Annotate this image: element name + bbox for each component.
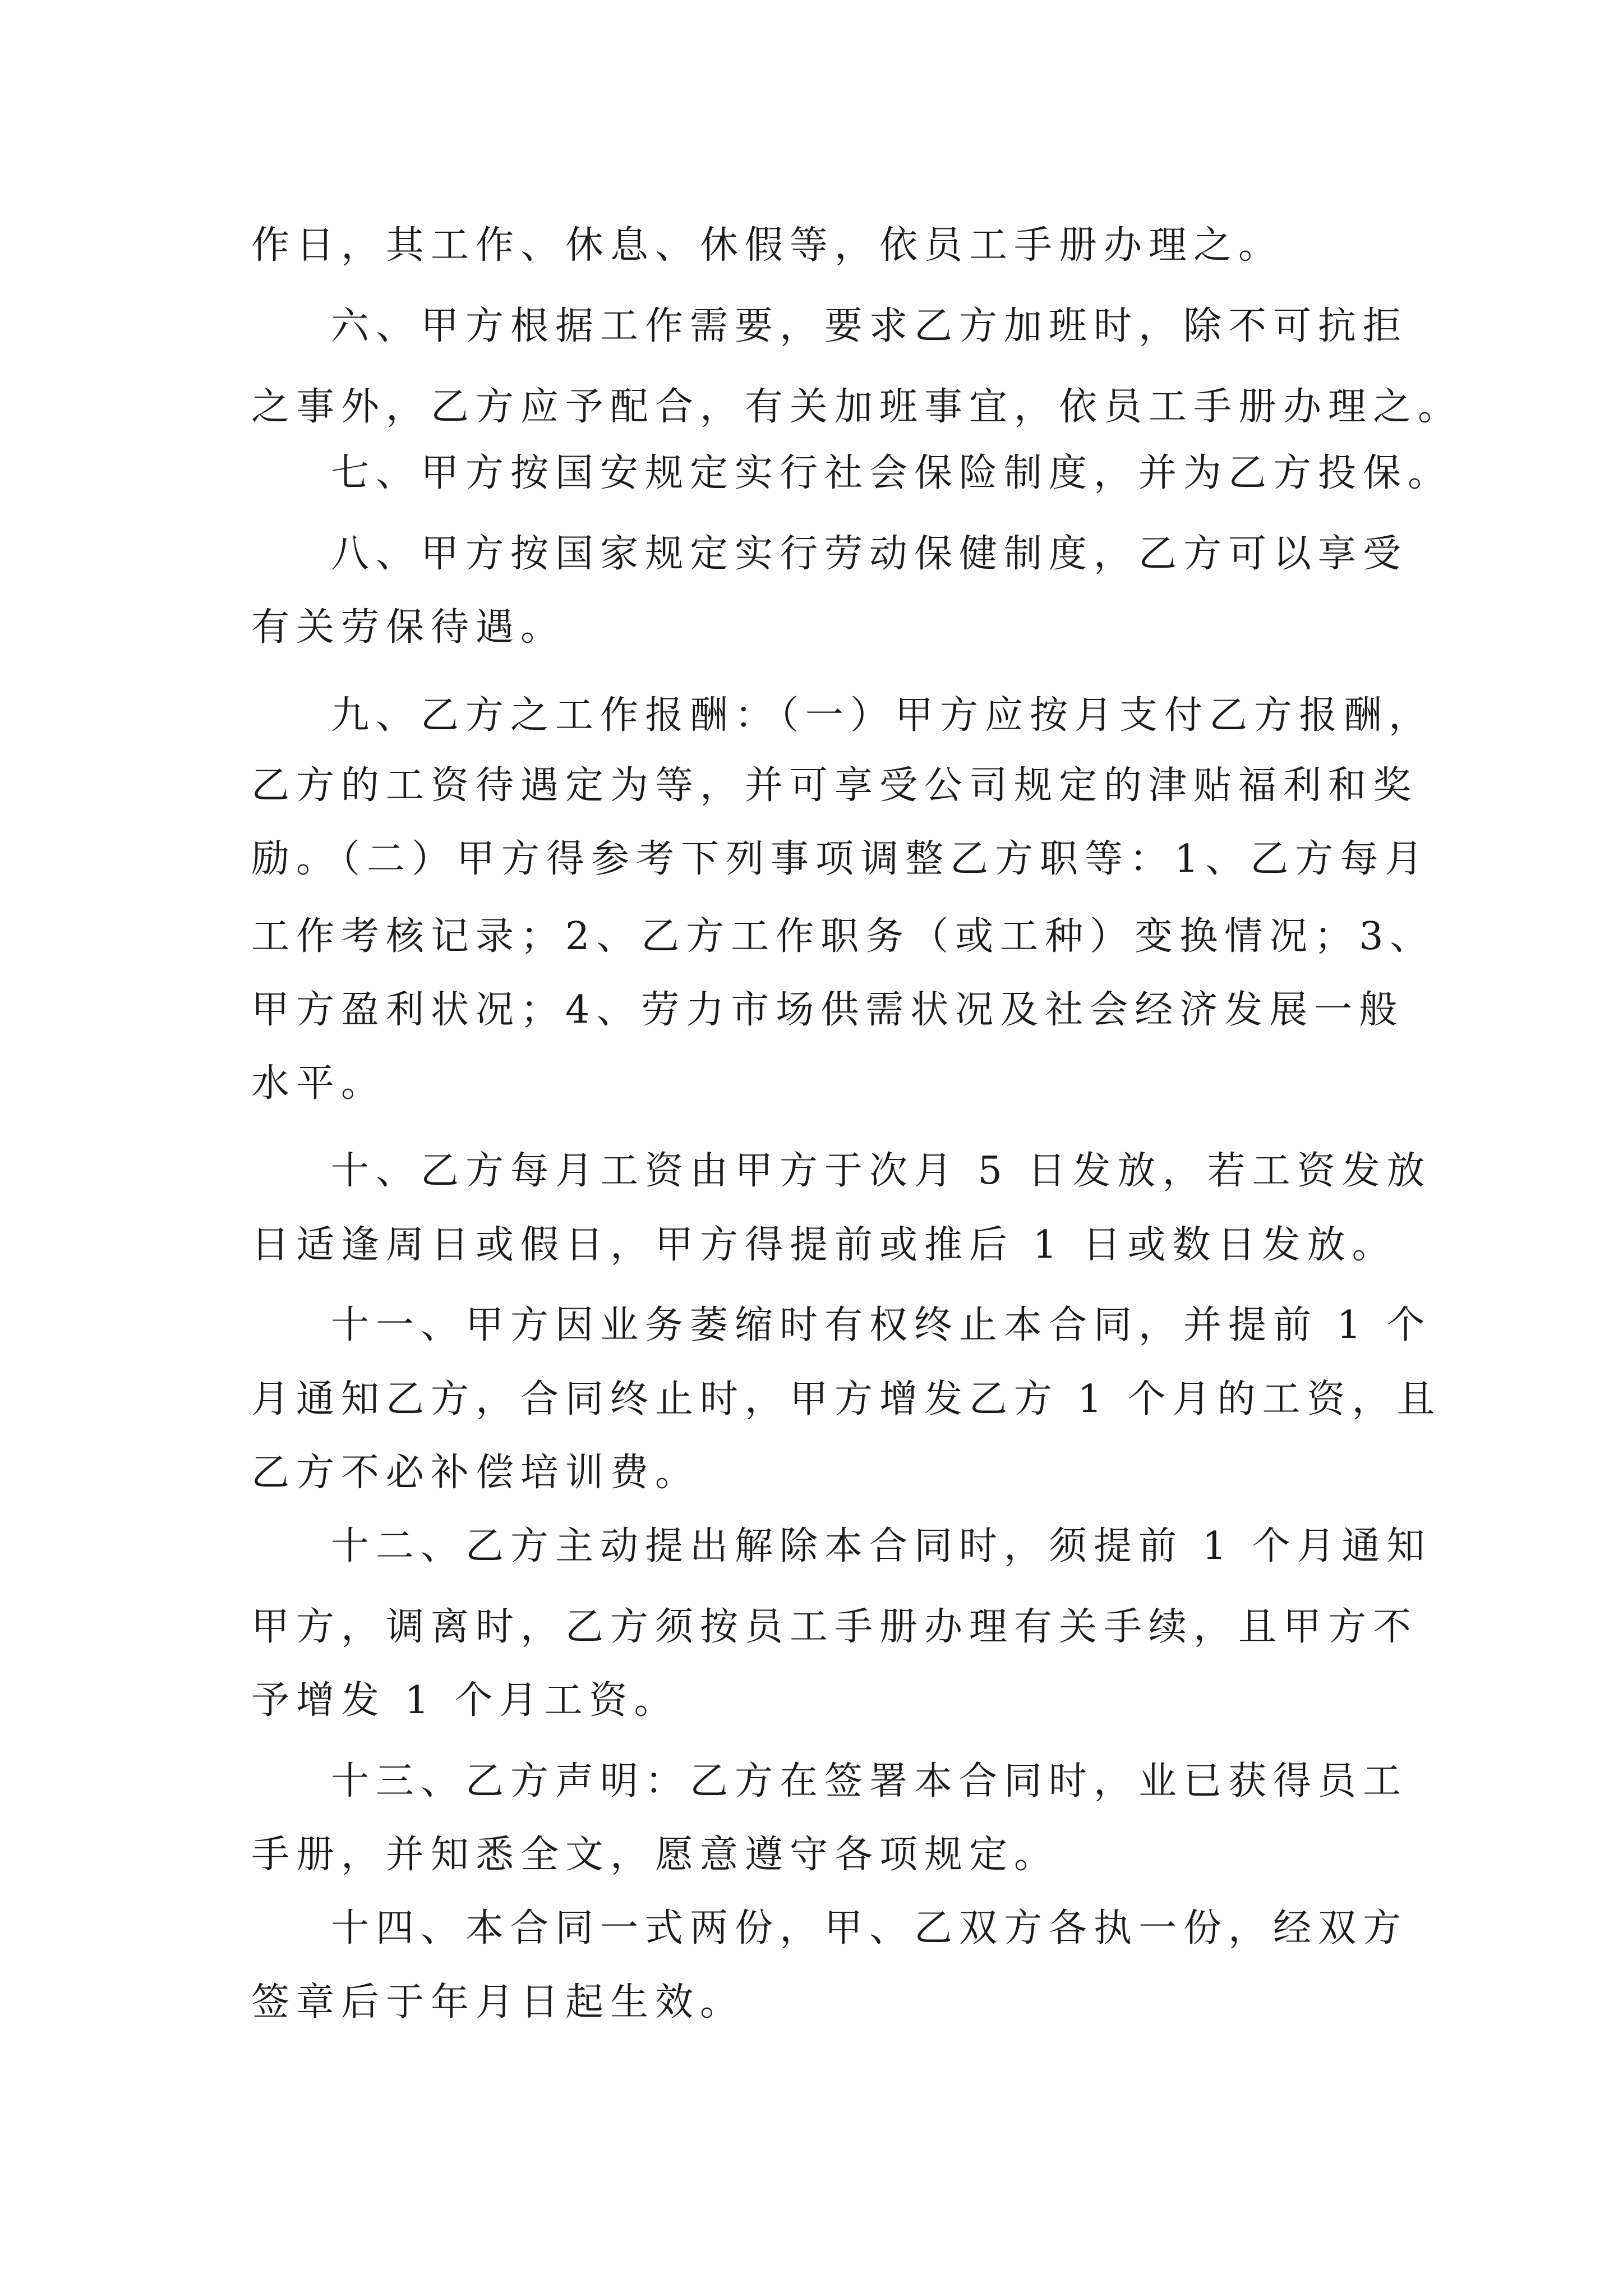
text-line: 十二、乙方主动提出解除本合同时，须提前 1 个月通知 (331, 1524, 1432, 1568)
text-line: 十、乙方每月工资由甲方于次月 5 日发放，若工资发放 (331, 1149, 1432, 1193)
text-line: 予增发 1 个月工资。 (251, 1678, 679, 1723)
text-line: 工作考核记录；2、乙方工作职务（或工种）变换情况；3、 (251, 914, 1435, 959)
text-line: 六、甲方根据工作需要，要求乙方加班时，除不可抗拒 (331, 304, 1408, 348)
text-line: 甲方，调离时，乙方须按员工手册办理有关手续，且甲方不 (251, 1605, 1418, 1649)
text-line: 励。（二）甲方得参考下列事项调整乙方职等：1、乙方每月 (251, 837, 1430, 881)
text-line: 之事外，乙方应予配合，有关加班事宜，依员工手册办理之。 (251, 385, 1463, 429)
text-line: 有关劳保待遇。 (251, 605, 566, 650)
text-line: 月通知乙方，合同终止时，甲方增发乙方 1 个月的工资，且 (251, 1377, 1442, 1421)
text-line: 乙方不必补偿培训费。 (251, 1451, 700, 1495)
text-line: 日适逢周日或假日，甲方得提前或推后 1 日或数日发放。 (251, 1223, 1397, 1267)
text-line: 甲方盈利状况；4、劳力市场供需状况及社会经济发展一般 (251, 988, 1404, 1032)
text-line: 十一、甲方因业务萎缩时有权终止本合同，并提前 1 个 (331, 1303, 1432, 1347)
text-line: 水平。 (251, 1061, 386, 1106)
text-line: 九、乙方之工作报酬：（一）甲方应按月支付乙方报酬， (331, 693, 1434, 738)
text-line: 十四、本合同一式两份，甲、乙双方各执一份，经双方 (331, 1906, 1408, 1950)
text-line: 手册，并知悉全文，愿意遵守各项规定。 (251, 1833, 1059, 1877)
text-line: 八、甲方按国家规定实行劳动保健制度，乙方可以享受 (331, 532, 1408, 576)
text-line: 七、甲方按国安规定实行社会保险制度，并为乙方投保。 (331, 451, 1453, 495)
text-line: 乙方的工资待遇定为等，并可享受公司规定的津贴福利和奖 (251, 763, 1418, 808)
text-line: 作日，其工作、休息、休假等，依员工手册办理之。 (251, 223, 1284, 268)
text-line: 十三、乙方声明：乙方在签署本合同时，业已获得员工 (331, 1759, 1408, 1803)
text-line: 签章后于年月日起生效。 (251, 1980, 745, 2024)
